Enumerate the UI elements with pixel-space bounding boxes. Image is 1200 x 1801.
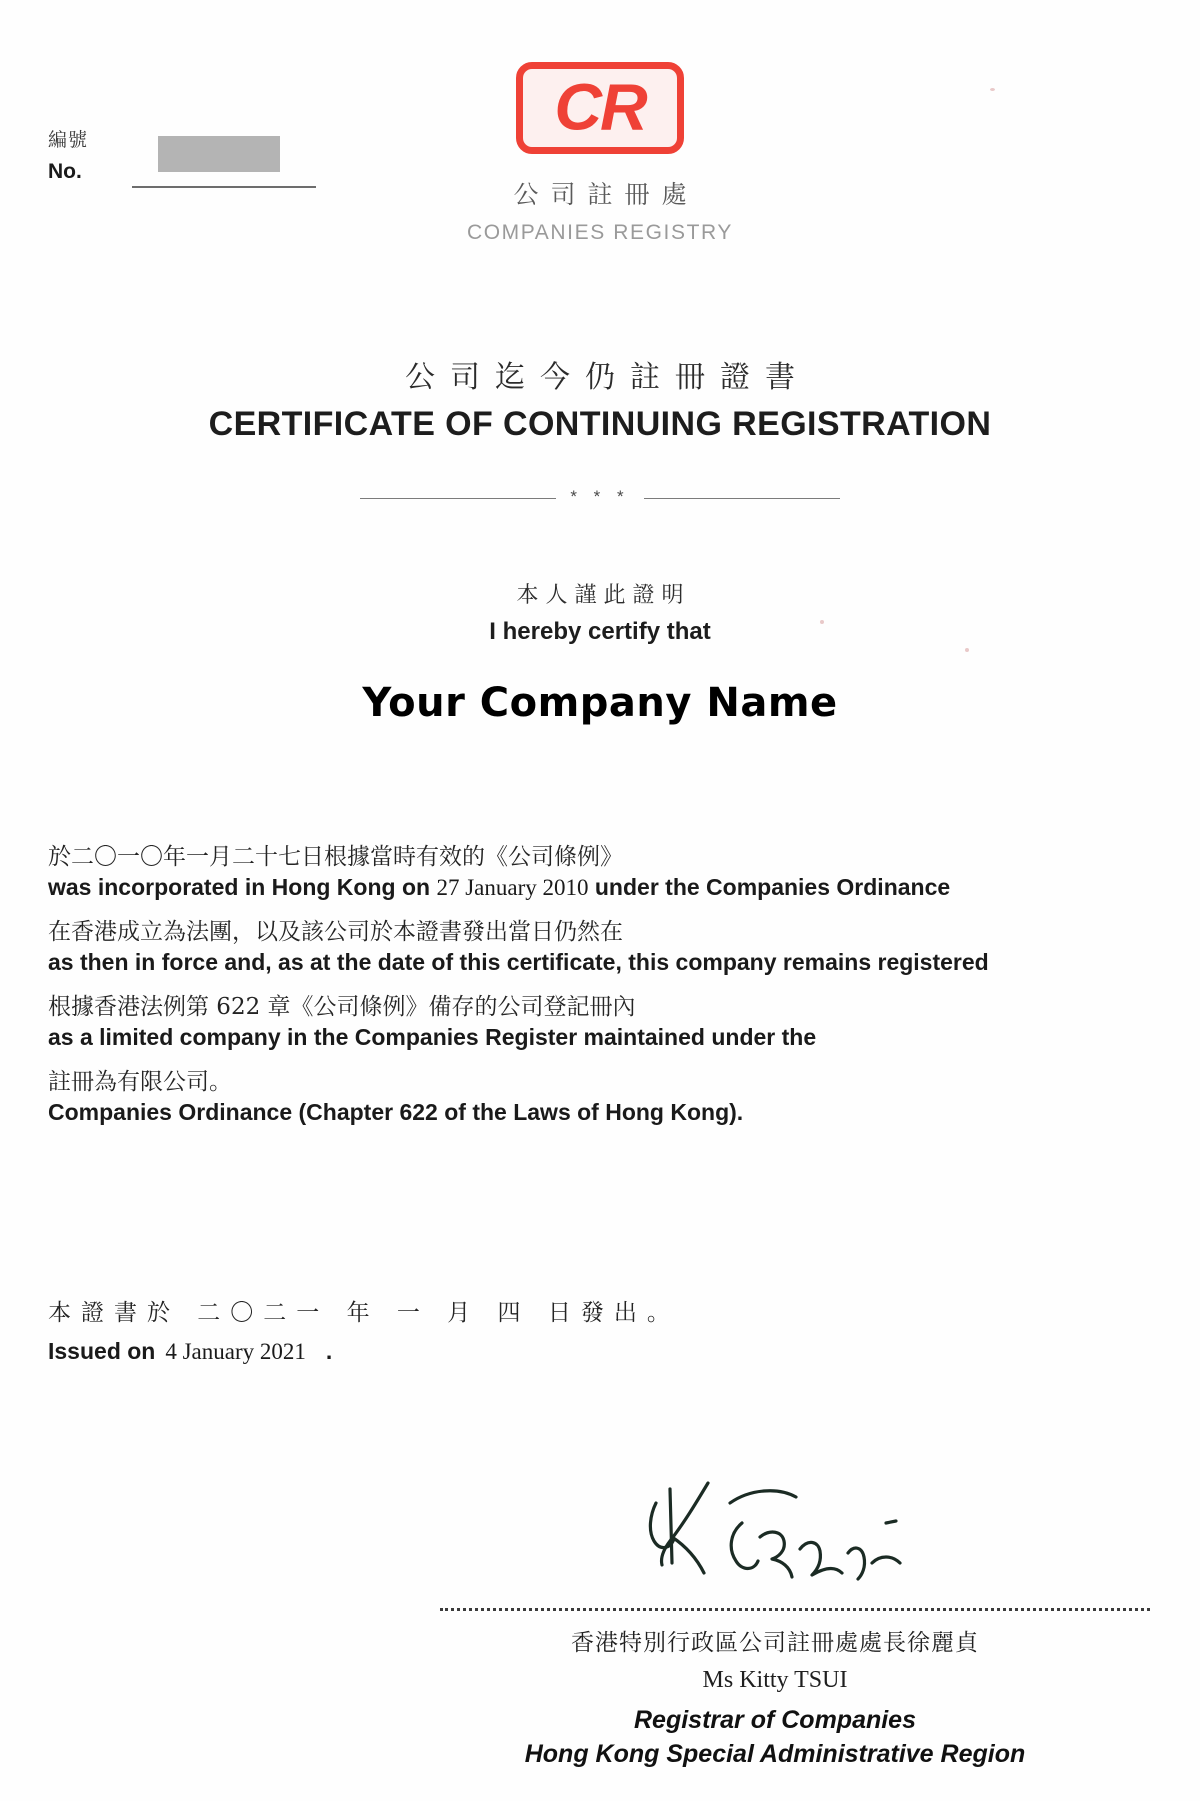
scan-speck [990,88,995,91]
body-line-1-en [48,874,1152,901]
registrar-title-cn: 香港特別行政區公司註冊處處長徐麗貞 [571,1630,979,1656]
body-line-1-en-before: was incorporated in Hong Kong on [48,874,431,900]
signature-dotted-line [440,1608,1150,1611]
ornamental-divider [0,487,1200,507]
body-line-3-cn-text: 根據香港法例第 622 章《公司條例》備存的公司登記冊內 [48,994,636,1020]
certificate-number-label-cn: 編號 [48,129,89,151]
divider-stars: * * * [570,487,630,506]
issued-date-value: 4 January 2021 [165,1339,306,1364]
scan-speck [820,620,824,624]
body-line-2-cn-text: 在香港成立為法團，以及該公司於本證書發出當日仍然在 [48,919,623,945]
registry-name-cn: 公司註冊處 [513,180,699,209]
certificate-title-cn: 公司迄今仍註冊證書 [405,360,810,395]
body-line-4-cn [48,1063,1152,1096]
scan-speck [965,648,969,652]
signature-block [380,1624,1170,1769]
registrar-signature [600,1445,930,1595]
issued-date-suffix: . [325,1338,333,1364]
registrar-name: Ms Kitty TSUI [702,1667,848,1693]
companies-registry-logo [0,62,1200,245]
incorporation-date: 27 January 2010 [436,875,589,900]
company-name: Your Company Name [362,680,838,726]
body-line-2-en: as then in force and, as at the date of this certificate, this company remains registered [48,949,989,975]
cr-logo-text: CR [554,69,646,144]
issued-on-label: Issued on [48,1338,156,1364]
body-line-4-en: Companies Ordinance (Chapter 622 of the Laws of Hong Kong). [48,1099,744,1125]
body-line-4-cn-text: 註冊為有限公司。 [48,1069,232,1095]
body-line-1-en-after: under the Companies Ordinance [594,874,951,900]
registrar-region: Hong Kong Special Administrative Region [524,1740,1026,1768]
certificate-title-en: CERTIFICATE OF CONTINUING REGISTRATION [208,405,992,443]
body-line-1-cn-text: 於二〇一〇年一月二十七日根據當時有效的《公司條例》 [48,844,623,870]
issued-date-en [48,1338,332,1365]
certificate-body [48,838,1152,1138]
certify-statement-cn: 本人謹此證明 [516,583,691,608]
registry-name-en: COMPANIES REGISTRY [466,221,734,244]
cr-logo-badge [516,62,684,154]
registrar-role: Registrar of Companies [633,1706,916,1734]
body-line-3-en: as a limited company in the Companies Register maintained under the [48,1024,817,1050]
certificate-number-label-en: No. [48,159,82,183]
divider-rule-right [644,498,840,499]
body-line-1-cn [48,838,1152,871]
issued-date-cn: 本證書於 二〇二一 年 一 月 四 日發出。 [48,1300,680,1326]
body-line-2-cn [48,913,1152,946]
certify-statement-en: I hereby certify that [489,618,711,645]
divider-rule-left [360,498,556,499]
body-line-3-cn [48,988,1152,1021]
